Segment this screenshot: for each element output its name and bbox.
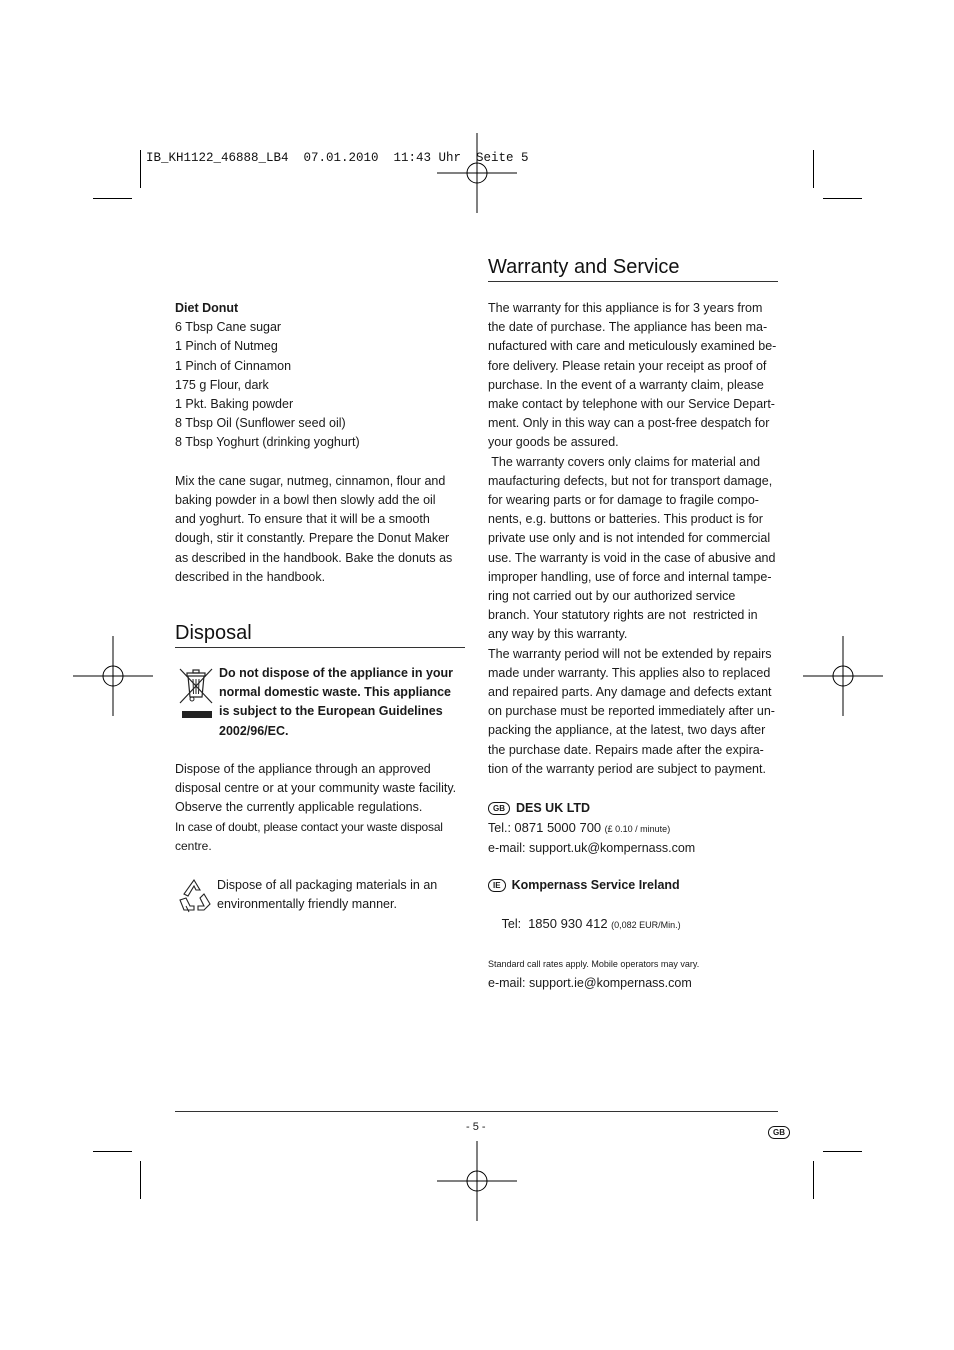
disposal-text: Dispose of the appliance through an approved disposal centre or at your community waste facility. Observe the currently applicable regulations. In case of doubt, please contact your waste disposal centre. [175,762,457,853]
disposal-warning: Do not dispose of the appliance in your normal domestic waste. This appliance is subject to the European Guidelines 2002/96/EC. [219,666,454,738]
disposal-heading: Disposal [175,622,252,644]
ingredient: 6 Tbsp Cane sugar [175,320,282,335]
call-rate: (£ 0.10 / minute) [604,824,671,835]
method-line: as described in the handbook. Bake the donuts as [175,550,453,565]
call-rate: (0,082 EUR/Min.) [611,920,681,931]
footer-rule [175,1111,778,1112]
warranty-rule [488,281,778,282]
print-slug: IB_KH1122_46888_LB4 07.01.2010 11:43 Uhr Seite 5 [146,151,529,165]
lang-badge: GB [768,1122,790,1140]
warranty-text: The warranty for this appliance is for 3 years from the date of purchase. The appliance has been ma- nufactured with care and meticulously examined be- fore delivery. Please retain your receipt as proof of purchase. In the event of a warranty claim, please make contact by telephone with our Service Depart- ment. Only in this way can a post-free despatch for your goods be assured. The warranty covers only claims for material and maufacturing defects, but not for transport damage, for wearing parts or for damage to fragile compo- nents, e.g. buttons or batteries. This product is for private use only and is not intended for commercial use. The warranty is void in the case of abusive and improper handling, use of force and internal tampe- ring not carried out by our authorized service branch. Your statutory rights are not restricted in any way by this warranty. The warranty period will not be extended by repairs made under warranty. This applies also to replaced and repaired parts. Any damage and defects extant on purchase must be reported immediately after un- packing the appliance, at the latest, two days after the purchase date. Repairs made after the expira- tion of the warranty period are subject to payment. [488,301,777,776]
ingredient: 175 g Flour, dark [175,377,269,392]
email[interactable]: e-mail: support.uk@kompernass.com [488,841,696,856]
recycle-icon [174,876,214,916]
recipe-section [175,299,470,587]
tel-label: Tel.: [488,821,515,836]
disposal-rule [175,647,465,648]
packaging-text: Dispose of all packaging materials in an environmentally friendly manner. [217,878,438,912]
ingredient: 8 Tbsp Oil (Sunflower seed oil) [175,416,346,431]
method-line: Mix the cane sugar, nutmeg, cinnamon, flour and [175,473,446,488]
service-ie [488,876,788,993]
ingredient: 1 Pinch of Cinnamon [175,358,292,373]
service-name: DES UK LTD [516,801,591,815]
service-uk [488,799,788,859]
ingredient: 1 Pkt. Baking powder [175,397,294,412]
country-badge-gb: GB [488,802,510,815]
service-name: Kompernass Service Ireland [511,878,680,892]
registration-mark-right [803,636,883,716]
rate-note: Standard call rates apply. Mobile operators may vary. [488,958,700,969]
country-badge-ie: IE [488,879,506,892]
tel-label: Tel: [501,917,529,932]
tel-number: 1850 930 412 [528,916,608,932]
method-line: dough, stir it constantly. Prepare the Donut Maker [175,531,450,546]
warranty-heading: Warranty and Service [488,256,680,278]
method-line: and yoghurt. To ensure that it will be a smooth [175,512,430,527]
registration-mark-left [73,636,153,716]
recipe-title: Diet Donut [175,301,239,315]
method-line: described in the handbook. [175,569,326,584]
registration-mark-top [437,133,517,213]
crossed-bin-icon [177,665,215,721]
method-line: baking powder in a bowl then slowly add the oil [175,493,436,508]
registration-mark-bottom [437,1141,517,1221]
email[interactable]: e-mail: support.ie@kompernass.com [488,975,692,990]
ingredient: 1 Pinch of Nutmeg [175,339,278,354]
page-number: - 5 - [466,1121,486,1133]
tel-number: 0871 5000 700 [514,820,602,836]
ingredient: 8 Tbsp Yoghurt (drinking yoghurt) [175,435,360,450]
